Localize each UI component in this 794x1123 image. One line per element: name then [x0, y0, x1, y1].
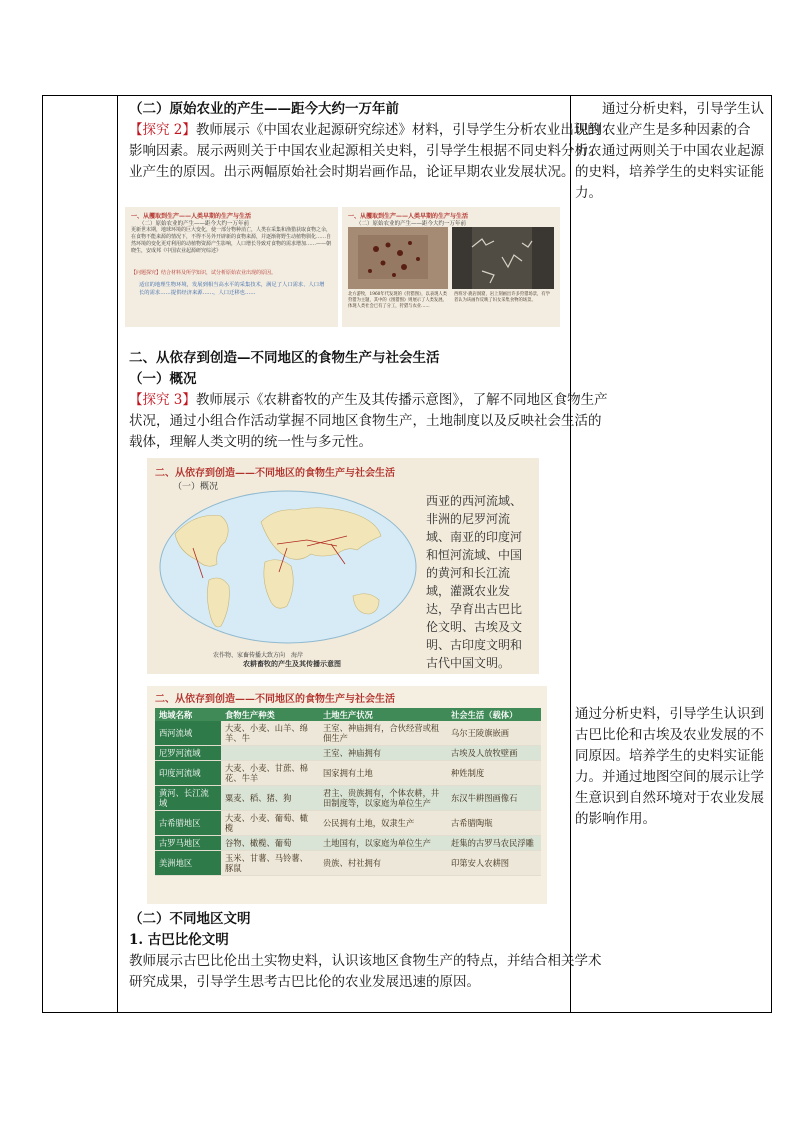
table-cell: 国家拥有土地 — [319, 761, 447, 786]
slide-b-sub: （二）原始农业的产生——距今大约一万年前 — [356, 221, 467, 227]
table-cell: 印第安人农耕图 — [447, 851, 541, 876]
civ-heading: （二）不同地区文明 — [129, 911, 251, 927]
table-row — [155, 721, 541, 746]
table-header-1: 食物生产种类 — [221, 708, 319, 721]
babylon-heading: 1. 古巴比伦文明 — [129, 932, 229, 948]
slide-a-title: 一、从攫取到生产——人类早期的生产与生活 — [131, 213, 252, 220]
slide-region-table — [147, 686, 547, 904]
table-cell: 玉米、甘薯、马铃薯、豚鼠 — [221, 851, 319, 876]
table-header-3: 社会生活（载体） — [447, 708, 541, 721]
table-row — [155, 851, 541, 876]
table-row — [155, 786, 541, 811]
slide-b-title: 一、从攫取到生产——人类早期的生产与生活 — [348, 213, 469, 220]
slide-b-caption-1: 北方游牧，1960年代发现的《狩猎图》，以表现人类狩猎为主题，其中的《围猎图》则展示了人类发展。体现人类社会已有了分工，狩猎与农业…… — [348, 292, 448, 309]
map-slide-sub: （一）概况 — [173, 482, 219, 492]
table-cell: 种姓制度 — [447, 761, 541, 786]
table-row — [155, 761, 541, 786]
table-cell — [221, 746, 319, 761]
table-cell: 公民拥有土地，奴隶生产 — [319, 811, 447, 836]
world-map-image — [157, 488, 419, 646]
table-cell: 古埃及人放牧壁画 — [447, 746, 541, 761]
table-header-0: 地域名称 — [155, 708, 221, 721]
slide-rock-paintings — [342, 207, 560, 327]
side-note-1-text: 通过分析史料，引导学生认识到农业产生是多种因素的合力。通过两则关于中国农业起源的史料，培养学生的史料实证能力。 — [575, 101, 764, 201]
food-production-table — [155, 708, 541, 876]
babylon-text: 教师展示古巴比伦出土实物史料，认识该地区食物生产的特点，并结合相关学术研究成果，引导学生思考古巴比伦的农业发展迅速的原因。 — [129, 953, 602, 990]
main-column — [129, 99, 609, 183]
explore2-tag: 【探究 2】 — [129, 122, 196, 138]
legend-2: 海岸 — [291, 652, 304, 659]
slide-a-answer: 适宜的地理生物环境，发展到相当高水平的采集技术，满足了人口需求、人口增长的需求……提供经济来源……，人口迁移也…… — [139, 282, 325, 296]
explore3-tag: 【探究 3】 — [129, 392, 196, 408]
explore3-text: 教师展示《农耕畜牧的产生及其传播示意图》，了解不同地区食物生产状况，通过小组合作活动掌握不同地区食物生产，土地制度以及反映社会生活的载体，理解人类文明的统一性与多元性。 — [129, 392, 608, 450]
map-legend — [213, 650, 303, 659]
table-cell: 贵族、村社拥有 — [319, 851, 447, 876]
section-2-block — [129, 348, 609, 453]
map-slide-text: 西亚的西河流域、非洲的尼罗河流域、南亚的印度河和恒河流域、中国的黄河和长江流域，灌溉农业发达，孕育出古巴比伦文明、古埃及文明、古印度文明和古代中国文明。 — [426, 494, 523, 670]
table-cell: 美洲地区 — [155, 851, 221, 876]
explore3-paragraph — [129, 390, 609, 453]
table-cell: 乌尔王陵旗嵌画 — [447, 721, 541, 746]
map-slide-title: 二、从依存到创造——不同地区的食物生产与社会生活 — [155, 468, 395, 479]
lesson-table — [42, 95, 772, 1013]
overview-heading: （一）概况 — [129, 371, 197, 387]
table-cell: 粟麦、稻、猪、狗 — [221, 786, 319, 811]
table-cell: 西河流域 — [155, 721, 221, 746]
table-cell: 赶集的古罗马农民浮雕 — [447, 836, 541, 851]
slide-map-overview — [147, 458, 539, 674]
part2-heading: 二、从依存到创造—不同地区的食物生产与社会生活 — [129, 350, 440, 366]
table-row — [155, 811, 541, 836]
table-cell: 土地国有，以家庭为单位生产 — [319, 836, 447, 851]
table-cell: 君主、贵族拥有，个体农耕，井田制度等，以家庭为单位生产 — [319, 786, 447, 811]
table-cell: 大麦、小麦、山羊、绵羊、牛 — [221, 721, 319, 746]
rock-painting-image-1 — [348, 227, 448, 289]
table-row — [155, 836, 541, 851]
table-cell: 古希腊陶瓶 — [447, 811, 541, 836]
column-divider-left — [117, 96, 118, 1012]
slide-agri-origin-text — [125, 207, 338, 327]
explore2-paragraph — [129, 120, 609, 183]
slide-b-caption-2: 西班牙·鹿岩洞窟，岩上刻画出许多狩猎场景，有学者认为该画作反映了妇女采集食物的场景。 — [454, 292, 550, 303]
slide-a-question: 【问题探究】结合材料及所学知识，试分析原始农业出现的原因。 — [131, 270, 277, 276]
column-divider-right — [570, 96, 571, 1012]
table-cell: 东汉牛耕图画像石 — [447, 786, 541, 811]
legend-1: 农作物、家畜传播大致方向 — [213, 652, 286, 659]
table-cell: 谷物、橄榄、葡萄 — [221, 836, 319, 851]
slide-a-body: 更新世末期，地球环境的巨大变化，使一部分物种消亡，人类在采集和渔猎获取食物之余，在食物不能来源的情况下，不得不另外开辟新的食物来源，并逐渐将野生动植物驯化……自然环境的变化更对利用的动植物资源产生影响，人口增长导致对食物的需求增加……——朝晓生，安成邦《中国农业起源研究综述》 — [131, 227, 332, 254]
table-cell: 大麦、小麦、葡萄、橄榄 — [221, 811, 319, 836]
table-header-2: 土地生产状况 — [319, 708, 447, 721]
table-cell: 尼罗河流域 — [155, 746, 221, 761]
explore2-text: 教师展示《中国农业起源研究综述》材料，引导学生分析农业出现的影响因素。展示两则关于中国农业起源相关史料，引导学生根据不同史料分析农业产生的原因。出示两幅原始社会时期岩画作品，论证早期农业发展状况。 — [129, 122, 602, 180]
table-cell: 黄河、长江流域 — [155, 786, 221, 811]
section2-heading: （二）原始农业的产生——距今大约一万年前 — [129, 101, 399, 117]
table-row — [155, 746, 541, 761]
map-caption: 农耕畜牧的产生及其传播示意图 — [243, 659, 341, 668]
table-slide-title: 二、从依存到创造——不同地区的食物生产与社会生活 — [155, 694, 395, 705]
rock-painting-image-2 — [452, 227, 554, 289]
table-cell: 王室、神庙拥有，合伙经营或租佃生产 — [319, 721, 447, 746]
table-cell: 古罗马地区 — [155, 836, 221, 851]
table-cell: 大麦、小麦、甘蔗、棉花、牛羊 — [221, 761, 319, 786]
table-cell: 古希腊地区 — [155, 811, 221, 836]
slide-a-sub: （二）原始农业的产生——距今大约一万年前 — [139, 221, 250, 227]
side-note-1 — [575, 99, 767, 204]
side-note-2-text: 通过分析史料，引导学生认识到古巴比伦和古埃及农业发展的不同原因。培养学生的史料实证能力。并通过地图空间的展示让学生意识到自然环境对于农业发展的影响作用。 — [575, 706, 764, 827]
civ-block — [129, 909, 609, 993]
table-cell: 王室、神庙拥有 — [319, 746, 447, 761]
side-note-2 — [575, 704, 767, 830]
table-cell: 印度河流域 — [155, 761, 221, 786]
